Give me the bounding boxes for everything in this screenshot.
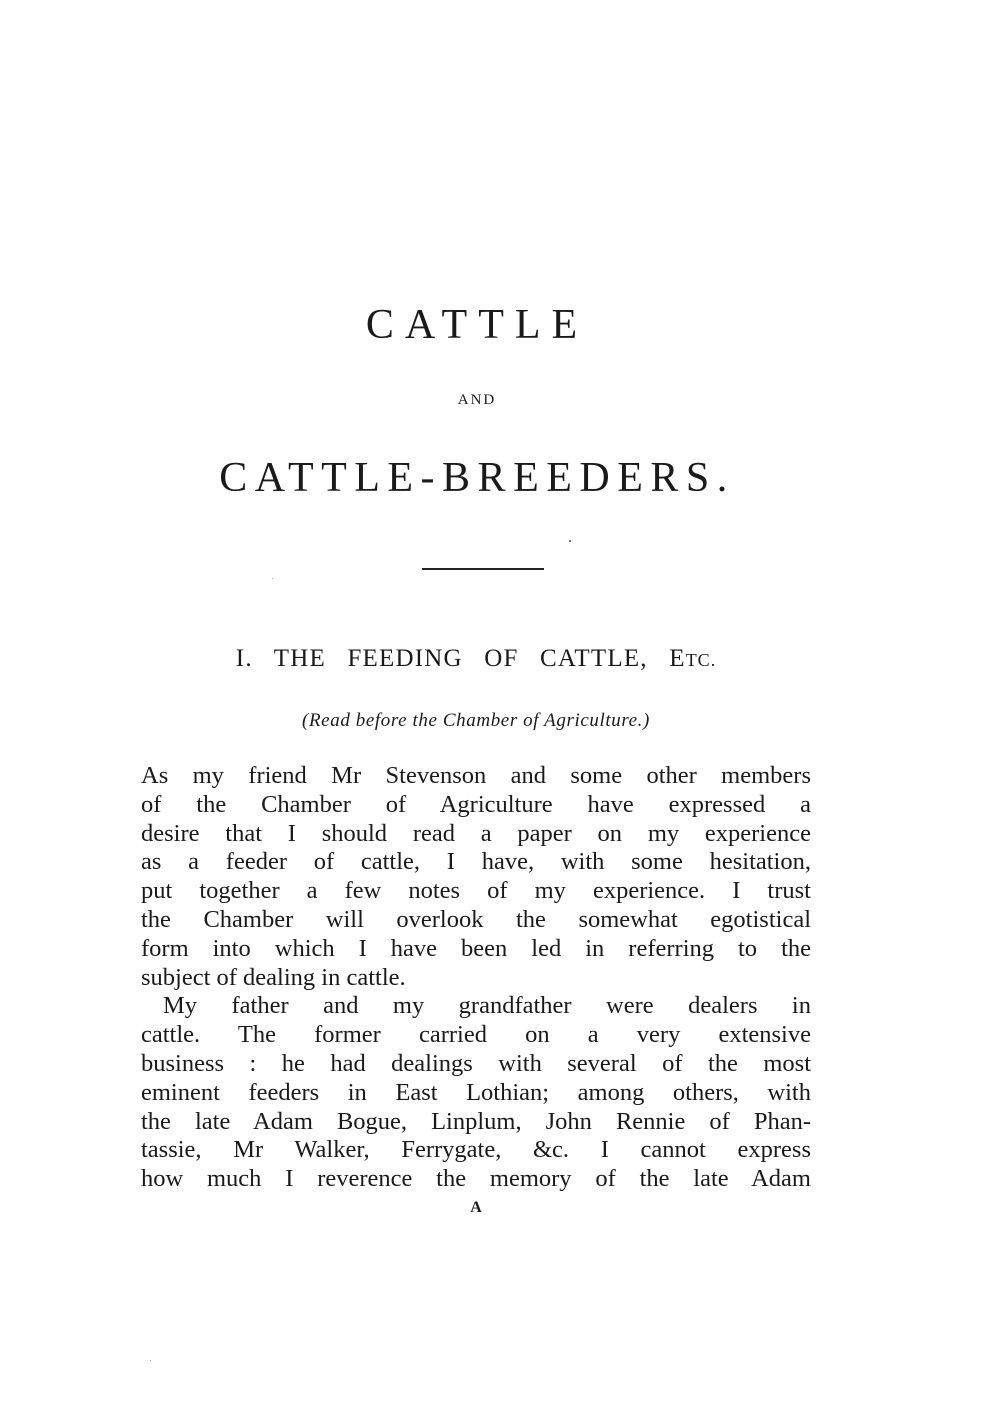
chapter-word: THE: [273, 645, 326, 672]
text-line: subject of dealing in cattle.: [141, 963, 406, 991]
text-line: cattle. The former carried on a very extensive: [141, 1021, 811, 1049]
text-line: tassie, Mr Walker, Ferrygate, &c. I cannot express: [141, 1136, 811, 1164]
chapter-numeral: I.: [235, 645, 253, 672]
body-text: [141, 762, 811, 1194]
text-line: eminent feeders in East Lothian; among others, with: [141, 1078, 811, 1106]
text-line: My father and my grandfather were dealers in: [163, 992, 811, 1020]
signature-mark: A: [470, 1199, 482, 1216]
text-line: of the Chamber of Agriculture have expressed a: [141, 790, 811, 818]
title-divider-rule: [422, 568, 544, 570]
ink-speck: [272, 578, 273, 579]
chapter-word: FEEDING: [347, 645, 463, 672]
text-line: put together a few notes of my experience. I trust: [141, 877, 811, 905]
book-subtitle: CATTLE-BREEDERS.: [219, 455, 735, 501]
chapter-etc-initial: E: [669, 645, 686, 672]
text-line: form into which I have been led in referring to the: [141, 934, 811, 962]
text-line: as a feeder of cattle, I have, with some hesitation,: [141, 848, 811, 876]
reading-note: (Read before the Chamber of Agriculture.): [302, 710, 650, 731]
chapter-heading: [140, 642, 812, 677]
chapter-word: OF: [484, 645, 519, 672]
text-line: how much I reverence the memory of the late Adam: [141, 1165, 811, 1193]
text-line: business : he had dealings with several of the most: [141, 1049, 811, 1077]
chapter-word: CATTLE,: [540, 645, 648, 672]
text-line: the Chamber will overlook the somewhat egotistical: [141, 905, 811, 933]
book-title: CATTLE: [365, 302, 589, 348]
text-line: As my friend Mr Stevenson and some other members: [141, 762, 811, 789]
ink-speck: [569, 540, 571, 542]
title-conjunction: AND: [457, 392, 497, 408]
ink-speck: [150, 1360, 151, 1361]
text-line: the late Adam Bogue, Linplum, John Rennie of Phan-: [141, 1107, 811, 1135]
chapter-etc-rest: TC.: [685, 650, 717, 670]
text-line: desire that I should read a paper on my experience: [141, 819, 811, 847]
